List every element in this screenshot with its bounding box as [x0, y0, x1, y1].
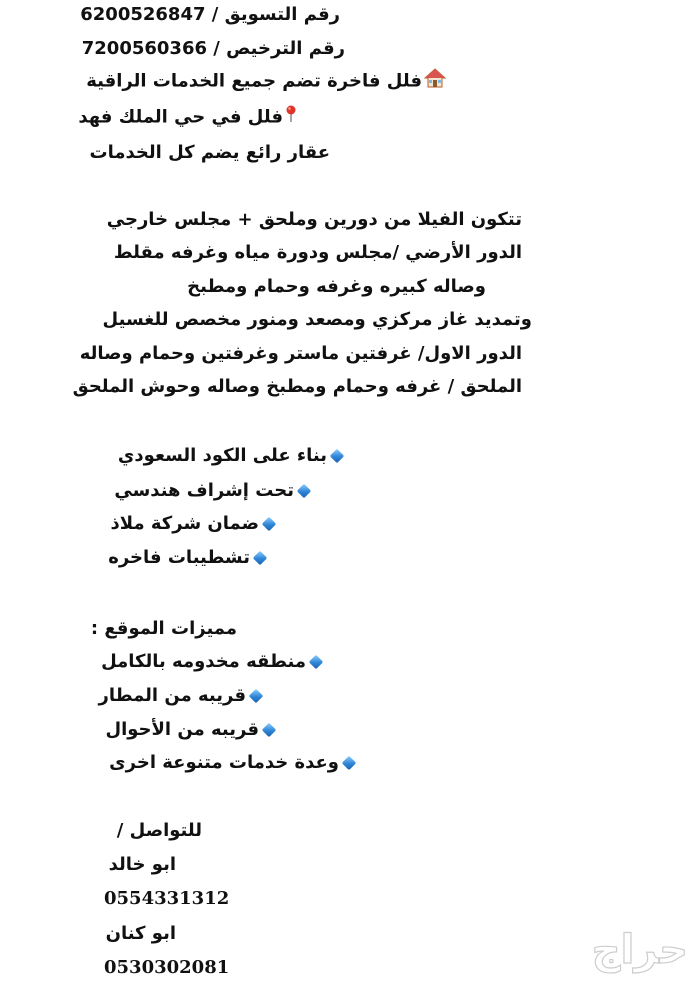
- feature-item: [108, 546, 266, 570]
- description-line: وتمديد غاز مركزي ومصعد ومنور مخصص للغسيل: [102, 309, 532, 330]
- small-blue-diamond-icon: [253, 551, 267, 565]
- tagline-text: فلل فاخرة تضم جميع الخدمات الراقية: [86, 70, 422, 92]
- contact-name: ابو خالد: [108, 854, 176, 875]
- small-blue-diamond-icon: [262, 517, 276, 531]
- contact-phone[interactable]: 0554331312: [104, 888, 230, 909]
- round-pushpin-icon: [285, 105, 297, 130]
- location-feature-item: [109, 751, 355, 775]
- feature-item: [114, 479, 310, 503]
- contact-phone[interactable]: 0530302081: [104, 957, 230, 978]
- location-feature-item: [101, 650, 322, 674]
- summary-line: عقار رائع يضم كل الخدمات: [89, 142, 330, 163]
- feature-item: [111, 512, 275, 536]
- small-blue-diamond-icon: [297, 484, 311, 498]
- small-blue-diamond-icon: [249, 689, 263, 703]
- haraj-watermark: حراج: [591, 927, 688, 973]
- feature-item: [118, 444, 343, 468]
- description-line: الدور الأرضي /مجلس ودورة مياه وغرفه مقلط: [113, 242, 522, 263]
- tagline-line: [86, 68, 446, 95]
- description-line: تتكون الفيلا من دورين وملحق + مجلس خارجي: [106, 209, 522, 230]
- location-feature-text: قريبه من الأحوال: [105, 719, 259, 740]
- small-blue-diamond-icon: [262, 723, 276, 737]
- license-number: رقم الترخيص / 7200560366: [81, 38, 345, 59]
- feature-text: ضمان شركة ملاذ: [110, 513, 259, 534]
- small-blue-diamond-icon: [330, 449, 344, 463]
- description-line: الدور الاول/ غرفتين ماستر وغرفتين وحمام وصاله: [79, 343, 522, 364]
- location-text: فلل في حي الملك فهد: [78, 106, 283, 128]
- house-icon: [424, 68, 446, 95]
- contact-name: ابو كنان: [105, 923, 176, 944]
- contact-title: للتواصل /: [116, 820, 202, 841]
- location-feature-text: وعدة خدمات متنوعة اخرى: [109, 752, 339, 773]
- location-feature-text: منطقه مخدومه بالكامل: [101, 651, 306, 672]
- location-feature-item: [105, 718, 275, 742]
- description-line: وصاله كبيره وغرفه وحمام ومطبخ: [187, 276, 486, 297]
- small-blue-diamond-icon: [309, 655, 323, 669]
- feature-text: تشطيبات فاخره: [108, 547, 250, 568]
- location-feature-text: قريبه من المطار: [98, 685, 246, 706]
- location-feature-item: [98, 684, 262, 708]
- description-line: الملحق / غرفه وحمام ومطبخ وصاله وحوش الملحق: [72, 376, 522, 397]
- marketing-number: رقم التسويق / 6200526847: [80, 4, 340, 25]
- location-features-title: مميزات الموقع :: [90, 618, 237, 639]
- feature-text: تحت إشراف هندسي: [114, 480, 294, 501]
- small-blue-diamond-icon: [342, 756, 356, 770]
- feature-text: بناء على الكود السعودي: [117, 445, 327, 466]
- location-line: [78, 105, 297, 130]
